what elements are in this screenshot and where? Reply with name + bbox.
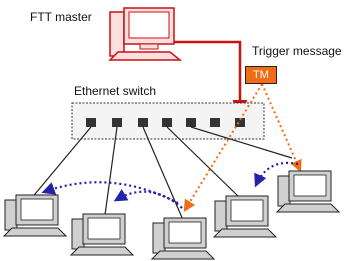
ethernet-port-icon — [138, 118, 148, 127]
ethernet-port-icon — [112, 118, 122, 127]
ethernet-port-icon — [210, 118, 220, 127]
trigger-message-box: TM — [245, 66, 277, 84]
master-link — [174, 42, 240, 112]
ftt-master-computer-icon — [110, 8, 180, 60]
desktop-computer-icon — [4, 195, 66, 236]
desktop-computer-icon — [277, 171, 339, 212]
desktop-computer-icon — [152, 218, 214, 259]
ethernet-port-icon — [86, 118, 96, 127]
trigger-arrow-right — [262, 84, 300, 170]
ftt-master-label: FTT master — [30, 10, 92, 24]
ethernet-port-icon — [186, 118, 196, 127]
ethernet-switch-icon — [72, 103, 264, 139]
desktop-computer-icon — [214, 196, 276, 237]
trigger-message-label: Trigger message — [252, 44, 342, 58]
desktop-computer-icon — [71, 214, 133, 255]
ethernet-switch-label: Ethernet switch — [74, 84, 157, 98]
ethernet-port-icon — [162, 118, 172, 127]
exchange-arrow-1 — [44, 182, 178, 203]
